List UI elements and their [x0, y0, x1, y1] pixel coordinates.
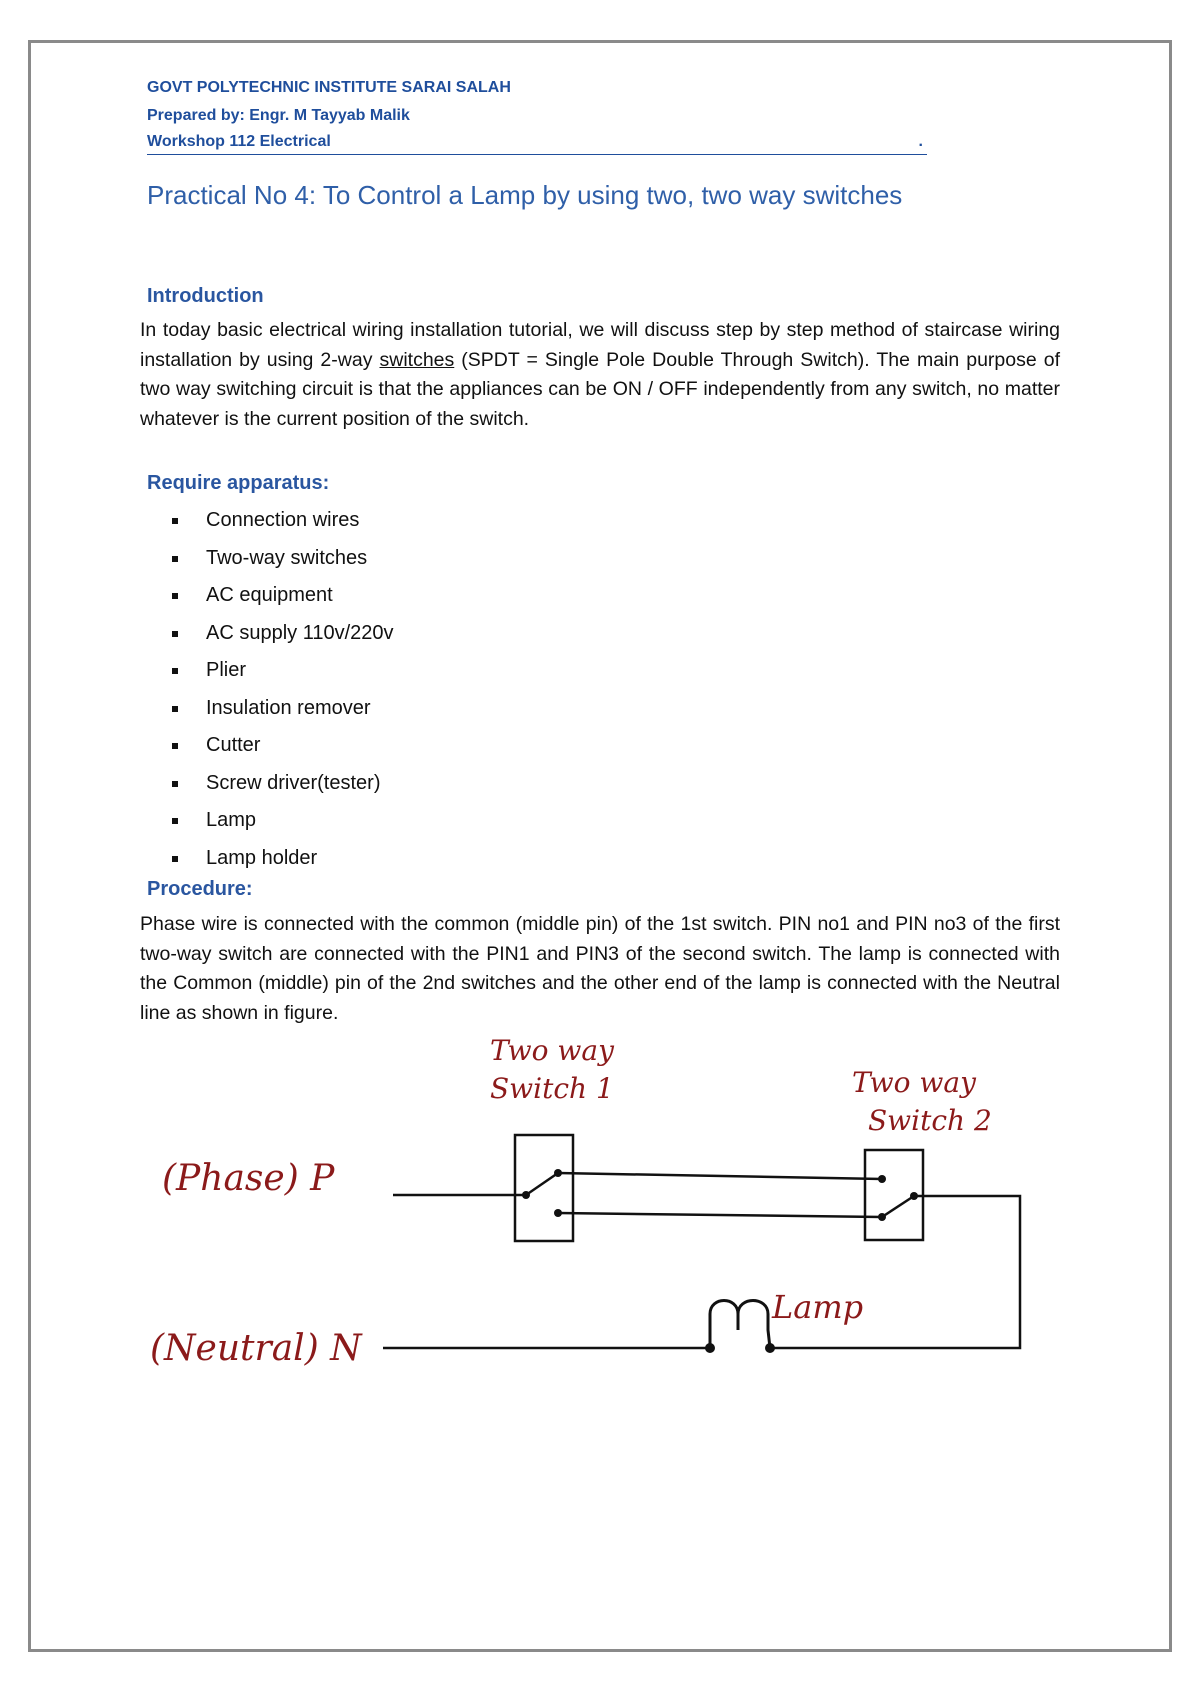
introduction-text-start: In today basic electrical wiring installation tutorial, we will discuss step by step method of staircase wiring installation by using 2-way	[140, 319, 1060, 371]
list-item: Plier	[170, 652, 394, 690]
switch2-label-line2: Switch 2	[868, 1104, 992, 1137]
introduction-heading: Introduction	[147, 285, 264, 307]
switches-link[interactable]: switches	[379, 348, 455, 371]
lamp-label: Lamp	[772, 1288, 864, 1326]
list-item: Connection wires	[170, 502, 394, 540]
switch1-label-line1: Two way	[490, 1034, 614, 1067]
switch-1	[515, 1135, 573, 1241]
list-item: Screw driver(tester)	[170, 765, 394, 803]
workshop-name: Workshop 112 Electrical	[147, 133, 331, 150]
institute-name: GOVT POLYTECHNIC INSTITUTE SARAI SALAH	[147, 79, 511, 96]
procedure-heading: Procedure:	[147, 878, 253, 900]
workshop-line-end: .	[918, 133, 923, 150]
wiring-diagram	[140, 1030, 1080, 1390]
procedure-text: Phase wire is connected with the common (middle pin) of the 1st switch. PIN no1 and PIN no3 of the first two-way switch are connected with the PIN1 and PIN3 of the second switch. The lamp is connected with the Common (middle) pin of the 2nd switches and the other end of the lamp is connected with the Neutral line as shown in figure.	[140, 913, 1060, 1024]
list-item: AC supply 110v/220v	[170, 615, 394, 653]
neutral-label: (Neutral) N	[150, 1328, 362, 1369]
document-header	[147, 74, 927, 155]
page-title: Practical No 4: To Control a Lamp by using two, two way switches	[147, 180, 903, 210]
list-item: Two-way switches	[170, 540, 394, 578]
phase-label: (Phase) P	[162, 1158, 335, 1199]
switch1-label-line2: Switch 1	[490, 1072, 614, 1105]
list-item: Cutter	[170, 727, 394, 765]
introduction-text-end: (SPDT = Single Pole Double Through Switch). The main purpose of two way switching circuit is that the appliances can be ON / OFF independently from any switch, no matter whatever is the current position of the switch.	[140, 348, 1060, 430]
apparatus-list	[170, 502, 394, 877]
lamp-symbol	[707, 1301, 774, 1352]
list-item: AC equipment	[170, 577, 394, 615]
wires	[383, 1173, 1020, 1348]
list-item: Lamp holder	[170, 840, 394, 878]
list-item: Insulation remover	[170, 690, 394, 728]
list-item: Lamp	[170, 802, 394, 840]
switch2-label-line1: Two way	[852, 1066, 976, 1099]
prepared-by: Prepared by: Engr. M Tayyab Malik	[147, 107, 410, 124]
workshop-line	[147, 130, 927, 155]
apparatus-heading: Require apparatus:	[147, 472, 330, 494]
introduction-text	[140, 316, 1060, 434]
